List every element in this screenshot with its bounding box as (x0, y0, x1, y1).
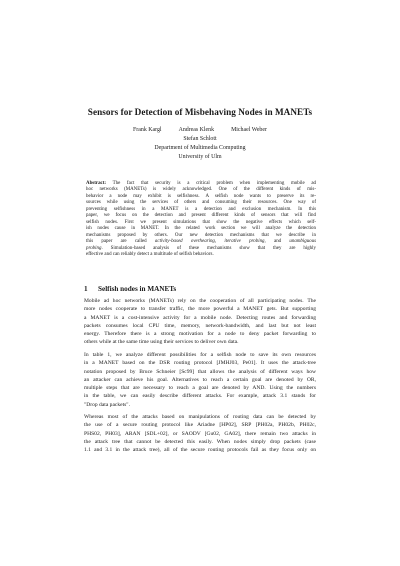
abstract-line: this paper are called activity-based overhearing, iterative probing, and unambiguous (86, 239, 317, 245)
author-name: Stefan Schlott (183, 136, 217, 142)
text-line: energy. Therefore there is a strong motivation for a node to deny packet forwarding to (84, 331, 316, 338)
text-line: packets consumes local CPU time, memory, network-bandwidth, and last but not least (84, 322, 316, 329)
affiliation: Department of Multimedia Computing (154, 145, 246, 151)
text-line: in the table, we can easily describe different attacks. For example, attack 3.1 stands for (84, 393, 316, 400)
abstract-line: sources while using the services of others and consuming their resources. One way of (86, 200, 316, 206)
abstract-line: ish nodes cause in MANET. In the related work section we will analyze the detection (86, 226, 316, 232)
author-name: Michael Weber (231, 127, 267, 133)
abstract-line: selfish nodes. First we present simulations that show the negative effects which self- (86, 219, 316, 225)
text-line: more nodes cooperate to transfer traffic, the more powerful a MANET gets. But supporting (84, 306, 316, 313)
text-line: notation proposed by Bruce Schneier [Sc99] that allows the analysis of different ways how (84, 368, 316, 375)
text-line: "Drop data packets". (84, 401, 130, 408)
abstract-label: Abstract: (86, 181, 107, 186)
text-line: in a MANET based on the DSR routing protocol [JMHJ03, Pe01]. It uses the attack-tree (84, 360, 316, 367)
text-line: an attacker can achieve his goal. Alternatives to reach a certain goal are denoted by OR, (84, 376, 316, 383)
text-line: a MANET is a cost-intensive activity for a mobile node. Detecting routes and forwarding (84, 314, 316, 321)
abstract-line: probing. Simulation-based analysis of these mechanisms show that they are highly (86, 245, 316, 251)
section-title: Selfish nodes in MANETs (98, 285, 177, 293)
author-list (0, 127, 400, 133)
abstract-line: mechanisms proposed by others. Our new detection mechanisms that we describe in (86, 232, 316, 238)
text-line: 1.1 and 3.1 in the attack tree), all of the secure routing protocols fail as they focus only on (84, 447, 316, 454)
paragraph (84, 297, 316, 347)
text-line: PHS02, PH03], ARAN [SDL+02], or SAODV [Gu02, GA02], there remain two attacks in (84, 430, 316, 437)
text-line: multiple steps that are necessary to reach a goal are denoted by AND. Using the numbers (84, 385, 316, 392)
text-line: others while at the same time using their services to deliver own data. (84, 339, 239, 346)
abstract-line: preventing selfishness in a MANET is a detection and exclusion mechanism. In this (86, 206, 316, 212)
abstract-line: effective and can reliably detect a multitude of selfish behaviors. (86, 251, 214, 257)
section-number: 1 (84, 285, 88, 293)
abstract (86, 181, 316, 258)
section-heading (84, 285, 176, 293)
text-line: In table 1, we analyze different possibilities for a selfish node to save its own resources (84, 352, 316, 358)
text-line: Whereas most of the attacks based on manipulations of routing data can be detected by (84, 414, 316, 420)
abstract-line: Abstract: The fact that security is a critical problem when implementing mobile ad (86, 181, 316, 186)
paragraph (84, 413, 316, 454)
abstract-line: paper, we focus on the detection and present different kinds of sensors that will find (86, 213, 316, 219)
abstract-line: behavior a node may exhibit is selfishness. A selfish node wants to preserve its re- (86, 193, 316, 199)
text-line: the use of a secure routing protocol like Ariadne [HP02], SRP [PH02a, PH02b, PH02c, (84, 422, 316, 429)
text-line: the attack tree that cannot be detected this easily. When nodes simply drop packets (case (84, 438, 316, 445)
abstract-line: hoc networks (MANETs) is widely acknowledged. One of the different kinds of mis- (86, 187, 316, 193)
author-name: Frank Kargl (133, 127, 162, 133)
paragraph (84, 351, 316, 409)
text-line: Mobile ad hoc networks (MANETs) rely on the cooperation of all participating nodes. The (84, 298, 316, 304)
author-name: Andreas Klenk (178, 127, 215, 133)
university: University of Ulm (178, 154, 222, 160)
paper-title: Sensors for Detection of Misbehaving Nodes in MANETs (87, 107, 313, 117)
